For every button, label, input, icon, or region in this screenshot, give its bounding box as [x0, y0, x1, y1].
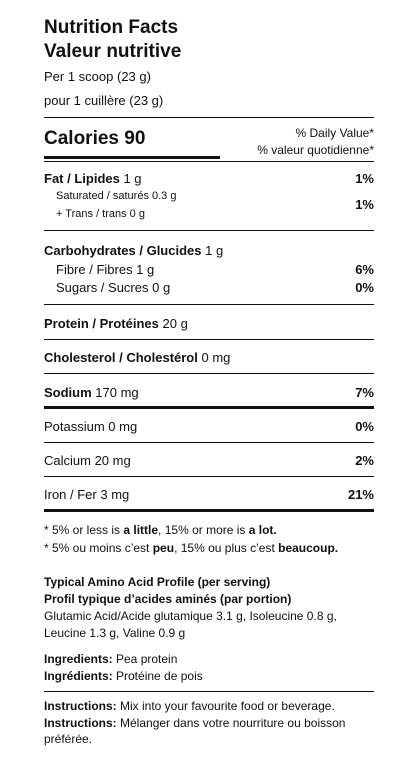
calories-row: [44, 128, 145, 150]
ingredients-en: Ingredients: Pea protein: [44, 652, 178, 666]
carbohydrates-amount: 1 g: [205, 243, 224, 258]
trans-row: + Trans / trans 0 g: [56, 208, 145, 220]
saturated-trans-dv: 1%: [355, 197, 374, 212]
serving-size-fr: pour 1 cuillère (23 g): [44, 93, 164, 108]
ingredients-fr: Ingrédients: Protéine de pois: [44, 669, 203, 683]
calcium-row: Calcium 20 mg: [44, 453, 131, 468]
rule-thin: [44, 230, 374, 231]
rule-thin: [44, 442, 374, 443]
fat-dv: 1%: [355, 171, 374, 186]
rule-thick: [44, 156, 220, 159]
protein-row: [44, 316, 188, 331]
rule-thin: [44, 476, 374, 477]
sugars-dv: 0%: [355, 280, 374, 295]
protein-amount: 20 g: [162, 316, 188, 331]
amino-title-en: Typical Amino Acid Profile (per serving): [44, 575, 271, 589]
rule-thin: [44, 161, 374, 162]
rule-thick: [44, 509, 374, 512]
title-fr: Valeur nutritive: [44, 41, 182, 62]
serving-size-en: Per 1 scoop (23 g): [44, 69, 151, 84]
fat-label: Fat / Lipides: [44, 171, 120, 186]
rule-thin: [44, 304, 374, 305]
iron-row: Iron / Fer 3 mg: [44, 487, 130, 502]
amino-title-fr: Profil typique d’acides aminés (par portion): [44, 592, 292, 606]
sodium-row: [44, 385, 139, 400]
fibre-dv: 6%: [355, 262, 374, 277]
amino-values-line-1: Glutamic Acid/Acide glutamique 3.1 g, Isoleucine 0.8 g,: [44, 609, 337, 623]
sodium-dv: 7%: [355, 385, 374, 400]
sodium-amount: 170 mg: [95, 385, 139, 400]
fat-row: [44, 171, 142, 186]
title-en: Nutrition Facts: [44, 17, 179, 38]
cholesterol-amount: 0 mg: [201, 350, 231, 365]
carbohydrates-label: Carbohydrates / Glucides: [44, 243, 202, 258]
instructions-fr: Instructions: Mélanger dans votre nourriture ou boisson: [44, 716, 346, 730]
saturated-row: Saturated / saturés 0.3 g: [56, 190, 177, 202]
carbohydrates-row: [44, 243, 223, 258]
sodium-label: Sodium: [44, 385, 92, 400]
cholesterol-row: [44, 350, 230, 365]
protein-label: Protein / Protéines: [44, 316, 159, 331]
rule-thin: [44, 691, 374, 692]
instructions-fr-continued: préférée.: [44, 732, 93, 746]
daily-value-header-en: % Daily Value*: [295, 126, 374, 140]
potassium-row: Potassium 0 mg: [44, 419, 138, 434]
cholesterol-label: Cholesterol / Cholestérol: [44, 350, 198, 365]
calories-value: 90: [124, 128, 146, 149]
instructions-en: Instructions: Mix into your favourite food or beverage.: [44, 699, 335, 713]
sugars-row: Sugars / Sucres 0 g: [56, 280, 171, 295]
potassium-dv: 0%: [355, 419, 374, 434]
footnote-fr: * 5% ou moins c’est peu, 15% ou plus c’est beaucoup.: [44, 541, 339, 555]
fibre-row: Fibre / Fibres 1 g: [56, 262, 155, 277]
rule-thin: [44, 339, 374, 340]
rule-thin: [44, 373, 374, 374]
fat-amount: 1 g: [123, 171, 142, 186]
calcium-dv: 2%: [355, 453, 374, 468]
rule-thick: [44, 406, 374, 409]
iron-dv: 21%: [347, 487, 374, 502]
daily-value-header-fr: % valeur quotidienne*: [257, 143, 374, 157]
rule-thin: [44, 117, 374, 118]
calories-label: Calories: [44, 128, 119, 149]
amino-values-line-2: Leucine 1.3 g, Valine 0.9 g: [44, 626, 186, 640]
footnote-en: * 5% or less is a little, 15% or more is a lot.: [44, 523, 277, 537]
